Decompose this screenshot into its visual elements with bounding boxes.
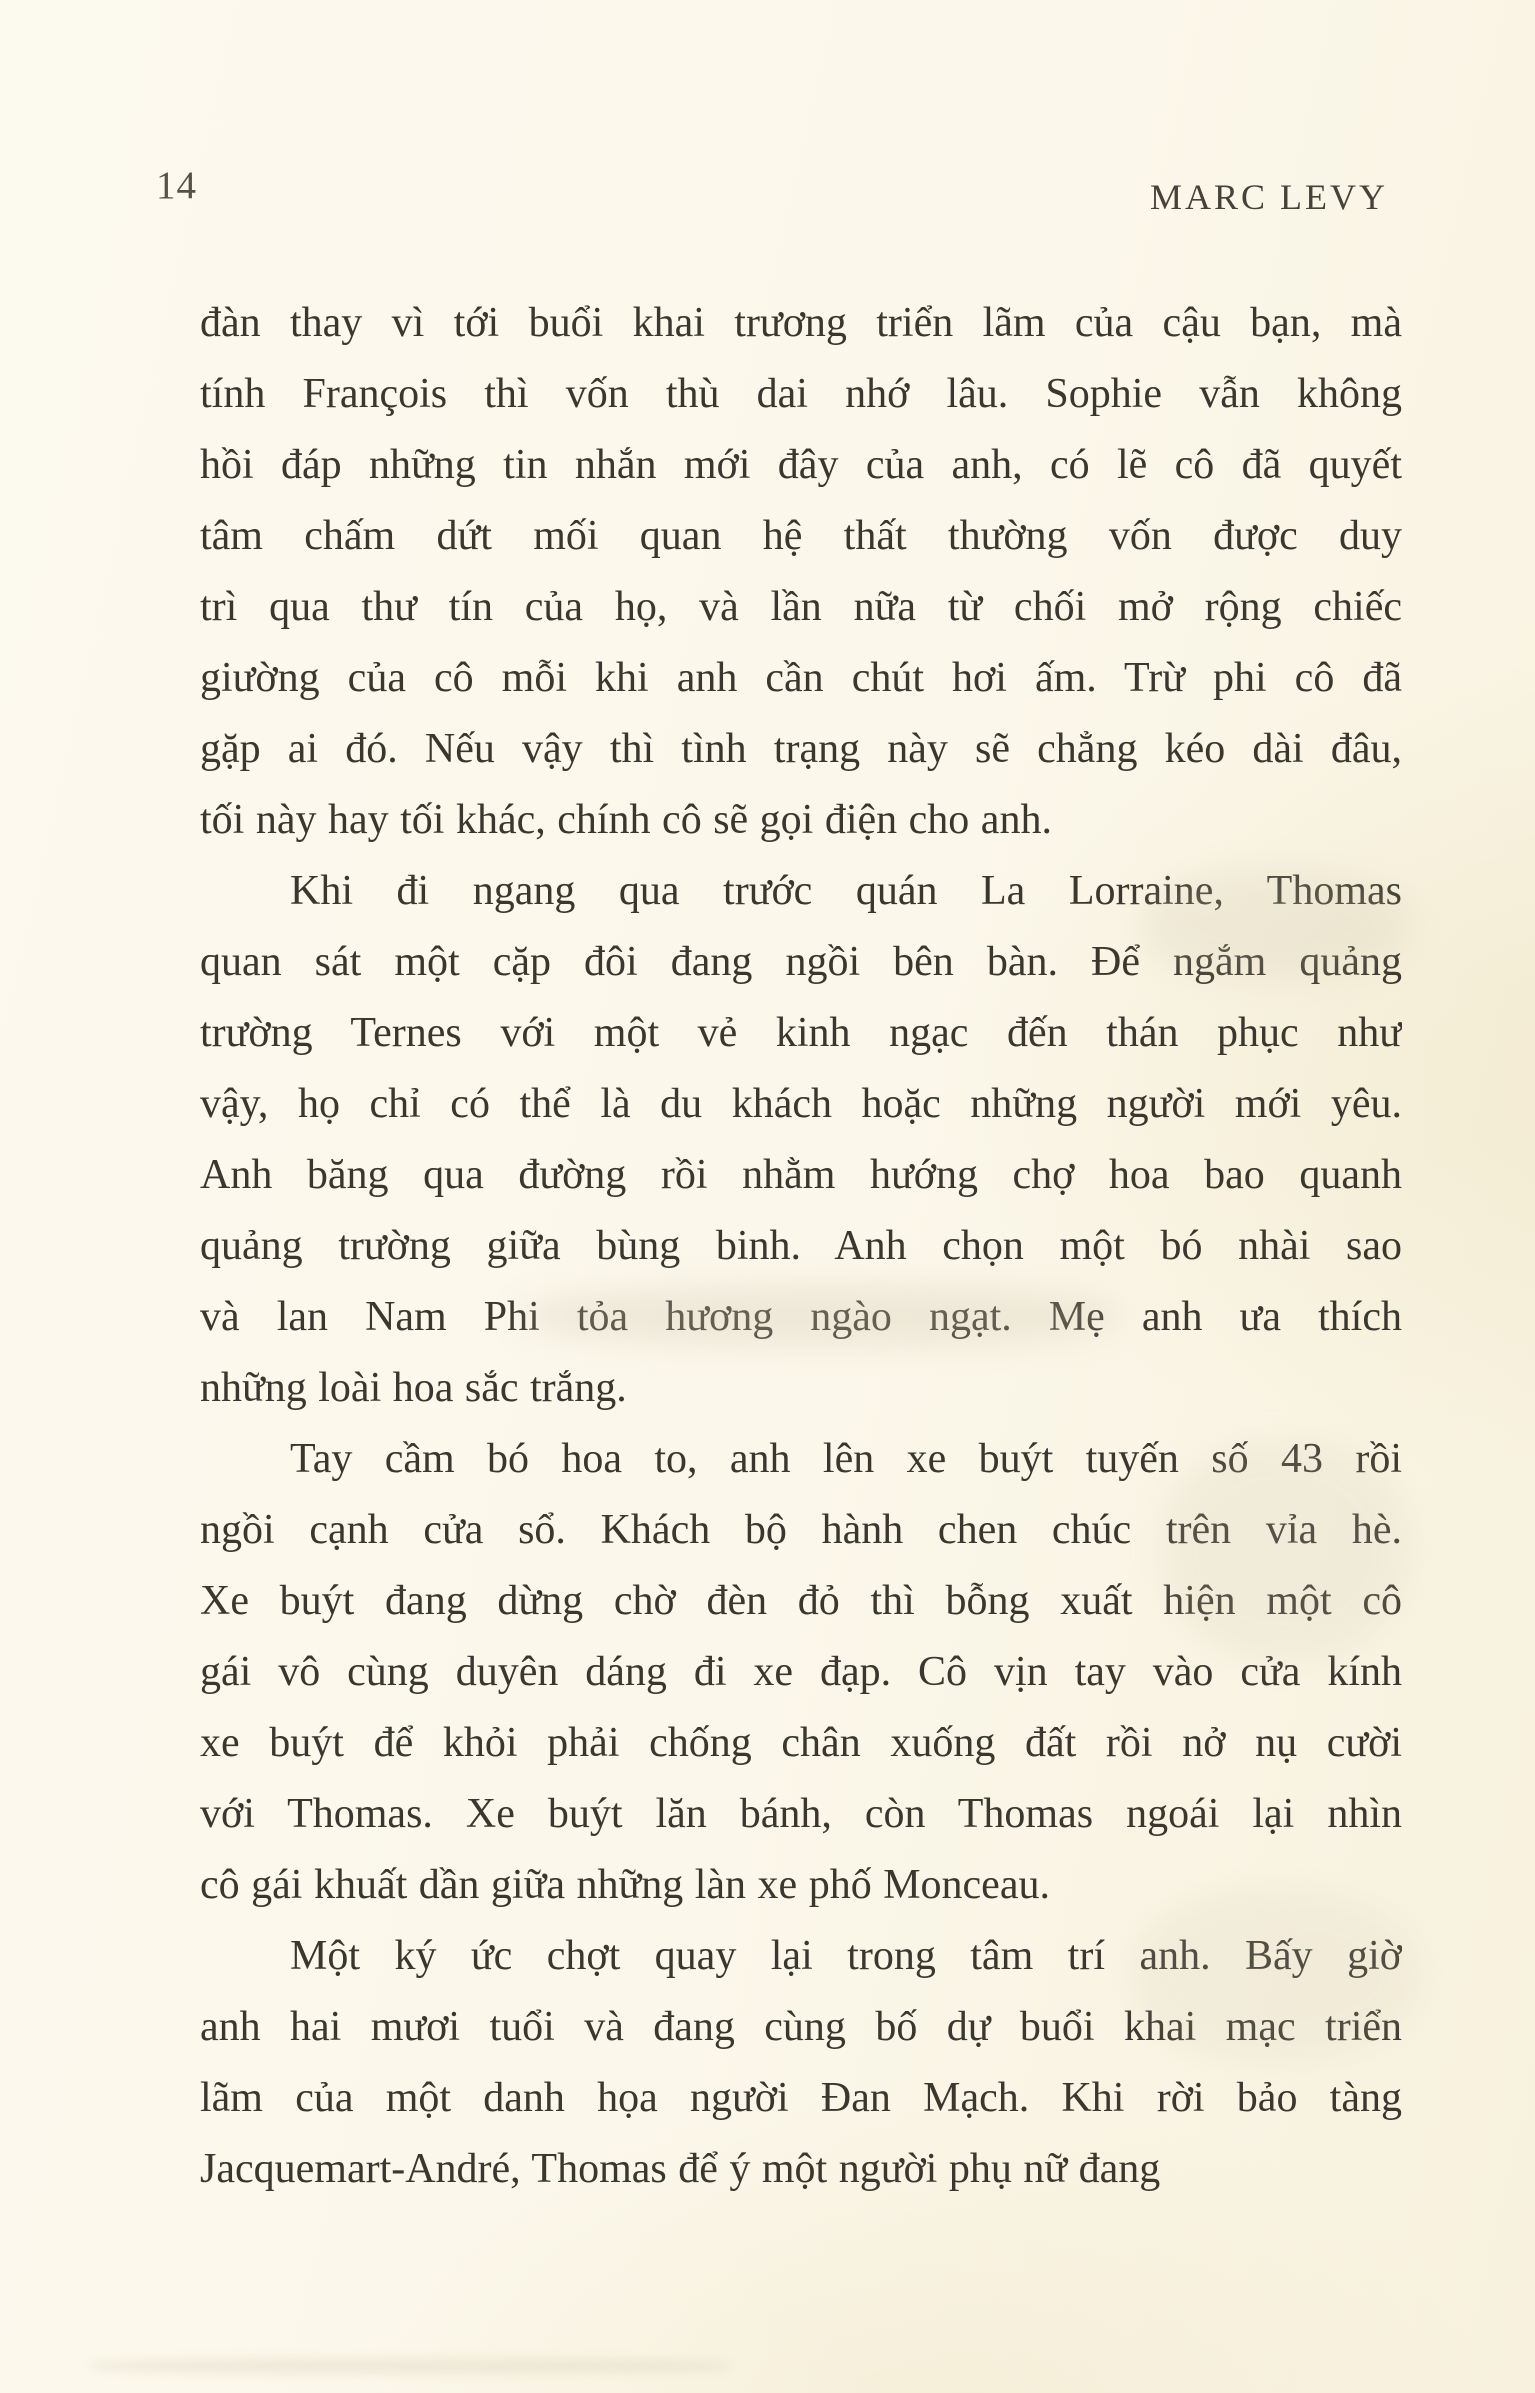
running-header-author: MARC LEVY <box>1149 177 1388 217</box>
text-line: trường Ternes với một vẻ kinh ngạc đến thán phục như <box>200 1010 1402 1056</box>
text-line: anh hai mươi tuổi và đang cùng bố dự buổi khai mạc triển <box>200 2004 1402 2050</box>
text-line: trì qua thư tín của họ, và lần nữa từ chối mở rộng chiếc <box>200 584 1402 630</box>
text-line: xe buýt để khỏi phải chống chân xuống đất rồi nở nụ cười <box>200 1720 1402 1766</box>
text-line: quan sát một cặp đôi đang ngồi bên bàn. Để ngắm quảng <box>200 939 1402 985</box>
text-line: với Thomas. Xe buýt lăn bánh, còn Thomas ngoái lại nhìn <box>200 1791 1402 1837</box>
text-line: gặp ai đó. Nếu vậy thì tình trạng này sẽ chẳng kéo dài đâu, <box>200 726 1402 772</box>
text-line: Khi đi ngang qua trước quán La Lorraine, Thomas <box>290 868 1402 914</box>
page-number: 14 <box>156 164 197 207</box>
text-line: giường của cô mỗi khi anh cần chút hơi ấm. Trừ phi cô đã <box>200 655 1402 701</box>
text-line: vậy, họ chỉ có thể là du khách hoặc những người mới yêu. <box>200 1081 1402 1127</box>
text-line: Một ký ức chợt quay lại trong tâm trí anh. Bấy giờ <box>290 1933 1402 1979</box>
text-line: cô gái khuất dần giữa những làn xe phố Monceau. <box>200 1862 1050 1908</box>
text-line: và lan Nam Phi tỏa hương ngào ngạt. Mẹ anh ưa thích <box>200 1294 1402 1340</box>
text-line: tối này hay tối khác, chính cô sẽ gọi điện cho anh. <box>200 797 1052 843</box>
text-line: ngồi cạnh cửa sổ. Khách bộ hành chen chúc trên vỉa hè. <box>200 1507 1402 1553</box>
text-line: lãm của một danh họa người Đan Mạch. Khi rời bảo tàng <box>200 2075 1402 2121</box>
text-line: gái vô cùng duyên dáng đi xe đạp. Cô vịn tay vào cửa kính <box>200 1649 1402 1695</box>
page-body <box>200 288 1402 2205</box>
paragraph <box>200 1424 1402 1921</box>
text-line: đàn thay vì tới buổi khai trương triển lãm của cậu bạn, mà <box>200 300 1402 346</box>
paragraph <box>200 856 1402 1424</box>
text-line: Xe buýt đang dừng chờ đèn đỏ thì bỗng xuất hiện một cô <box>200 1578 1402 1624</box>
text-line: tính François thì vốn thù dai nhớ lâu. Sophie vẫn không <box>200 371 1402 417</box>
text-line: Tay cầm bó hoa to, anh lên xe buýt tuyến số 43 rồi <box>290 1436 1402 1482</box>
text-line: quảng trường giữa bùng binh. Anh chọn một bó nhài sao <box>200 1223 1402 1269</box>
text-line: tâm chấm dứt mối quan hệ thất thường vốn được duy <box>200 513 1402 559</box>
text-line: những loài hoa sắc trắng. <box>200 1365 627 1411</box>
page-bottom-shadow <box>90 2358 730 2374</box>
text-line: Jacquemart-André, Thomas để ý một người phụ nữ đang <box>200 2146 1161 2192</box>
text-line: Anh băng qua đường rồi nhằm hướng chợ hoa bao quanh <box>200 1152 1402 1198</box>
paragraph <box>200 288 1402 856</box>
paragraph <box>200 1921 1402 2205</box>
text-line: hồi đáp những tin nhắn mới đây của anh, có lẽ cô đã quyết <box>200 442 1402 488</box>
